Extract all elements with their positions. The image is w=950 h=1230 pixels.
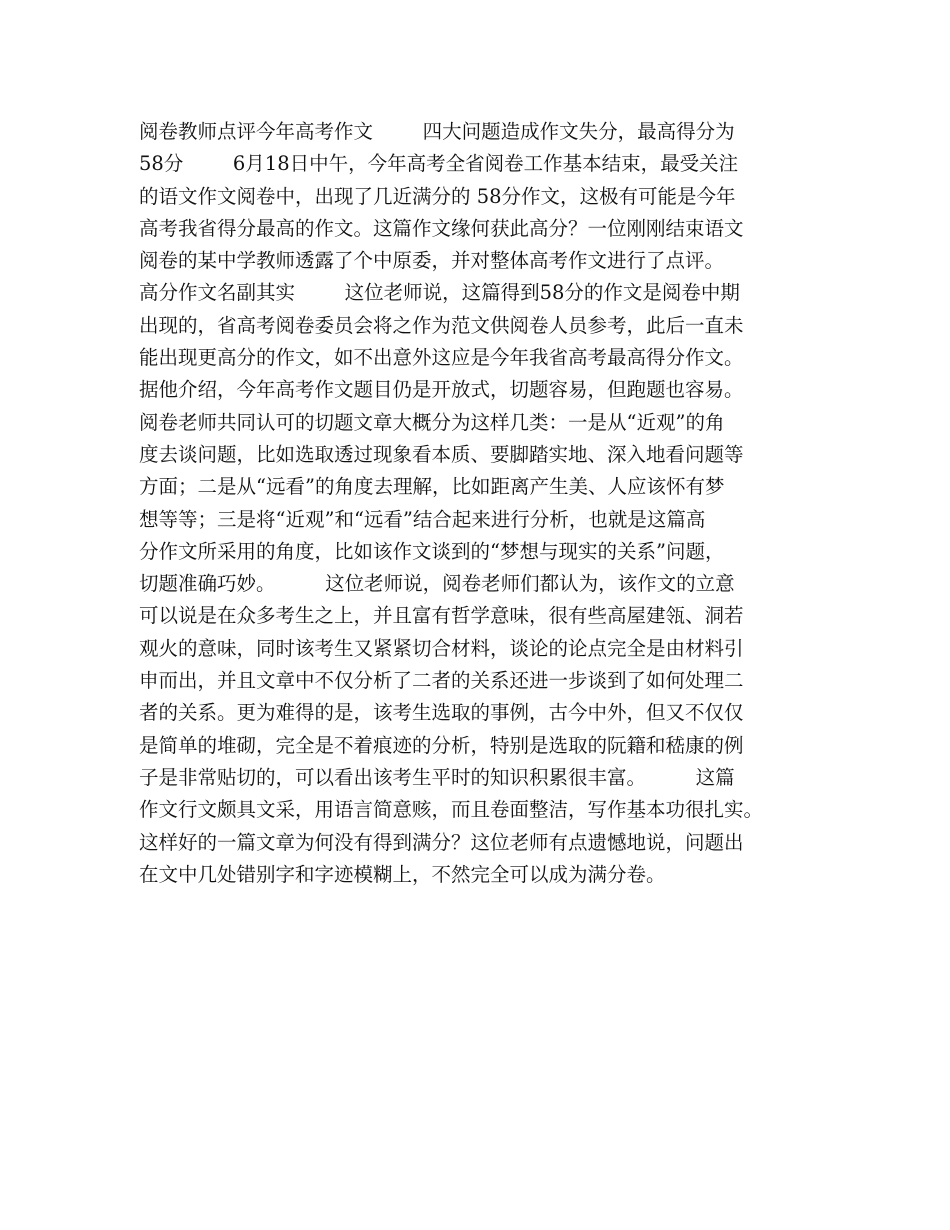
article-line: 据他介绍，今年高考作文题目仍是开放式，切题容易，但跑题也容易。 [139,378,744,402]
article-line: 阅卷老师共同认可的切题文章大概分为这样几类：一是从“近观”的角 [139,410,725,434]
article-line: 切题准确巧妙。 这位老师说，阅卷老师们都认为，该作文的立意 [139,572,735,596]
article-line: 阅卷教师点评今年高考作文 四大问题造成作文失分，最高得分为 [139,120,735,143]
article-line: 能出现更高分的作文，如不出意外这应是今年我省高考最高得分作文。 [139,346,744,370]
article-line: 观火的意味，同时该考生又紧紧切合材料，谈论的论点完全是由材料引 [139,636,744,660]
article-body [139,116,839,891]
article-line: 度去谈问题，比如选取透过现象看本质、要脚踏实地、深入地看问题等 [139,442,744,466]
article-line: 申而出，并且文章中不仅分析了二者的关系还进一步谈到了如何处理二 [139,669,744,693]
article-line: 子是非常贴切的，可以看出该考生平时的知识积累很丰富。 这篇 [139,765,735,789]
article-line: 在文中几处错别字和字迹模糊上，不然完全可以成为满分卷。 [139,862,666,886]
article-line: 想等等；三是将“近观”和“远看”结合起来进行分析，也就是这篇高 [139,507,706,531]
article-line: 58分 6月18日中午，今年高考全省阅卷工作基本结束，最受关注 [139,152,739,176]
article-line: 作文行文颇具文采，用语言简意赅，而且卷面整洁，写作基本功很扎实。 [139,798,764,822]
article-line: 分作文所采用的角度，比如该作文谈到的“梦想与现实的关系”问题， [139,539,725,563]
article-line: 这样好的一篇文章为何没有得到满分？这位老师有点遗憾地说，问题出 [139,830,744,854]
article-line: 是简单的堆砌，完全是不着痕迹的分析，特别是选取的阮籍和嵇康的例 [139,733,744,757]
article-line: 方面；二是从“远看”的角度去理解，比如距离产生美、人应该怀有梦 [139,475,725,499]
article-line: 可以说是在众多考生之上，并且富有哲学意味，很有些高屋建瓴、洞若 [139,604,744,628]
article-line: 高分作文名副其实 这位老师说，这篇得到58分的作文是阅卷中期 [139,281,740,305]
article-line: 高考我省得分最高的作文。这篇作文缘何获此高分？一位刚刚结束语文 [139,216,744,240]
article-line: 的语文作文阅卷中，出现了几近满分的 58分作文，这极有可能是今年 [139,184,736,208]
article-line: 者的关系。更为难得的是，该考生选取的事例，古今中外，但又不仅仅 [139,701,744,725]
article-line: 阅卷的某中学教师透露了个中原委，并对整体高考作文进行了点评。 [139,249,725,273]
article-line: 出现的，省高考阅卷委员会将之作为范文供阅卷人员参考，此后一直未 [139,313,744,337]
